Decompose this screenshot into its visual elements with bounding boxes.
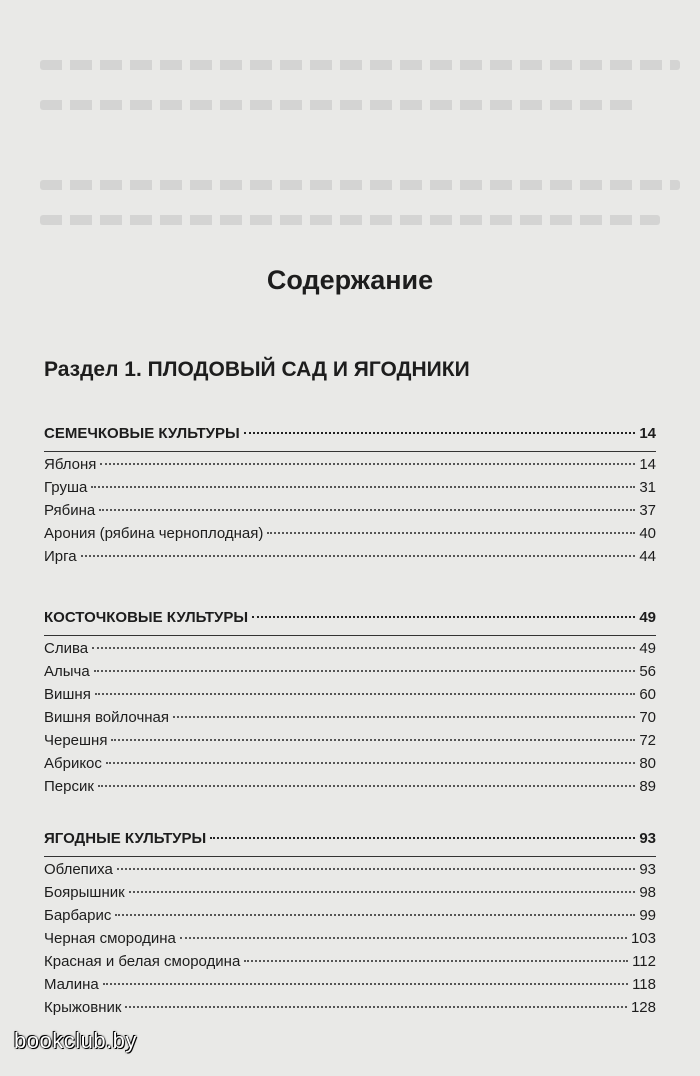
dot-leader xyxy=(117,868,635,870)
section-heading: Раздел 1. ПЛОДОВЫЙ САД И ЯГОДНИКИ xyxy=(44,358,470,381)
entry-name: Персик xyxy=(44,778,94,795)
entry-page: 118 xyxy=(632,976,656,993)
group-title: КОСТОЧКОВЫЕ КУЛЬТУРЫ xyxy=(44,609,249,626)
group-page: 14 xyxy=(639,425,656,442)
toc-group-header[interactable] xyxy=(44,609,656,633)
dot-leader xyxy=(91,486,635,488)
dot-leader xyxy=(95,693,635,695)
dot-leader xyxy=(92,647,635,649)
toc-entry[interactable] xyxy=(44,755,656,778)
toc-entry[interactable] xyxy=(44,732,656,755)
entry-name: Вишня войлочная xyxy=(44,709,170,726)
divider xyxy=(44,451,656,452)
dot-leader xyxy=(244,960,628,962)
bleed-through xyxy=(40,100,640,110)
entry-name: Облепиха xyxy=(44,861,113,878)
toc-group-header[interactable] xyxy=(44,425,656,449)
group-page: 49 xyxy=(639,609,656,626)
dot-leader xyxy=(94,670,636,672)
toc-group-header[interactable] xyxy=(44,830,656,854)
dot-leader xyxy=(81,555,636,557)
divider xyxy=(44,635,656,636)
toc-entry[interactable] xyxy=(44,479,656,502)
toc-group-berries xyxy=(44,830,656,1022)
bleed-through xyxy=(40,215,660,225)
entry-page: 72 xyxy=(639,732,656,749)
dot-leader xyxy=(125,1006,627,1008)
toc-entry[interactable] xyxy=(44,548,656,571)
group-title: СЕМЕЧКОВЫЕ КУЛЬТУРЫ xyxy=(44,425,240,442)
dot-leader xyxy=(111,739,635,741)
dot-leader xyxy=(173,716,635,718)
dot-leader xyxy=(115,914,635,916)
watermark: bookclub.by xyxy=(14,1028,137,1053)
entry-name: Груша xyxy=(44,479,88,496)
bleed-through xyxy=(40,60,680,70)
entry-name: Рябина xyxy=(44,502,96,519)
toc-entry[interactable] xyxy=(44,861,656,884)
entry-name: Барбарис xyxy=(44,907,112,924)
toc-entry[interactable] xyxy=(44,999,656,1022)
toc-entry[interactable] xyxy=(44,663,656,686)
entry-name: Боярышник xyxy=(44,884,125,901)
entry-page: 37 xyxy=(639,502,656,519)
entry-page: 128 xyxy=(630,999,656,1016)
toc-entry[interactable] xyxy=(44,907,656,930)
entry-page: 44 xyxy=(639,548,656,565)
entry-name: Черная смородина xyxy=(44,930,176,947)
entry-page: 93 xyxy=(639,861,656,878)
toc-entry[interactable] xyxy=(44,456,656,479)
entry-page: 56 xyxy=(639,663,656,680)
dot-leader xyxy=(244,432,636,434)
toc-entry[interactable] xyxy=(44,502,656,525)
entry-page: 99 xyxy=(639,907,656,924)
entry-name: Яблоня xyxy=(44,456,97,473)
entry-page: 89 xyxy=(639,778,656,795)
entry-page: 80 xyxy=(639,755,656,772)
toc-entry[interactable] xyxy=(44,976,656,999)
entry-name: Арония (рябина черноплодная) xyxy=(44,525,264,542)
dot-leader xyxy=(180,937,627,939)
entry-page: 103 xyxy=(630,930,656,947)
group-title: ЯГОДНЫЕ КУЛЬТУРЫ xyxy=(44,830,207,847)
entry-page: 14 xyxy=(639,456,656,473)
dot-leader xyxy=(99,509,635,511)
page-title: Содержание xyxy=(266,265,434,295)
entry-name: Алыча xyxy=(44,663,90,680)
toc-group-pome-crops xyxy=(44,425,656,571)
toc-entry[interactable] xyxy=(44,953,656,976)
toc-entry[interactable] xyxy=(44,525,656,548)
group-page: 93 xyxy=(639,830,656,847)
entry-page: 98 xyxy=(639,884,656,901)
entry-name: Красная и белая смородина xyxy=(44,953,241,970)
entry-name: Слива xyxy=(44,640,89,657)
entry-name: Абрикос xyxy=(44,755,102,772)
entry-name: Крыжовник xyxy=(44,999,122,1016)
entry-page: 49 xyxy=(639,640,656,657)
dot-leader xyxy=(129,891,636,893)
dot-leader xyxy=(252,616,635,618)
entry-page: 31 xyxy=(639,479,656,496)
dot-leader xyxy=(103,983,628,985)
entry-page: 70 xyxy=(639,709,656,726)
entry-name: Черешня xyxy=(44,732,108,749)
toc-entry[interactable] xyxy=(44,640,656,663)
entry-page: 40 xyxy=(639,525,656,542)
dot-leader xyxy=(267,532,635,534)
divider xyxy=(44,856,656,857)
toc-group-stone-fruit xyxy=(44,609,656,801)
entry-name: Вишня xyxy=(44,686,91,703)
bleed-through xyxy=(40,180,680,190)
toc-entry[interactable] xyxy=(44,686,656,709)
toc-entry[interactable] xyxy=(44,930,656,953)
toc-entry[interactable] xyxy=(44,709,656,732)
entry-page: 112 xyxy=(632,953,656,970)
dot-leader xyxy=(210,837,635,839)
entry-page: 60 xyxy=(639,686,656,703)
dot-leader xyxy=(100,463,635,465)
toc-entry[interactable] xyxy=(44,884,656,907)
entry-name: Ирга xyxy=(44,548,77,565)
toc-entry[interactable] xyxy=(44,778,656,801)
dot-leader xyxy=(106,762,635,764)
entry-name: Малина xyxy=(44,976,99,993)
dot-leader xyxy=(98,785,635,787)
